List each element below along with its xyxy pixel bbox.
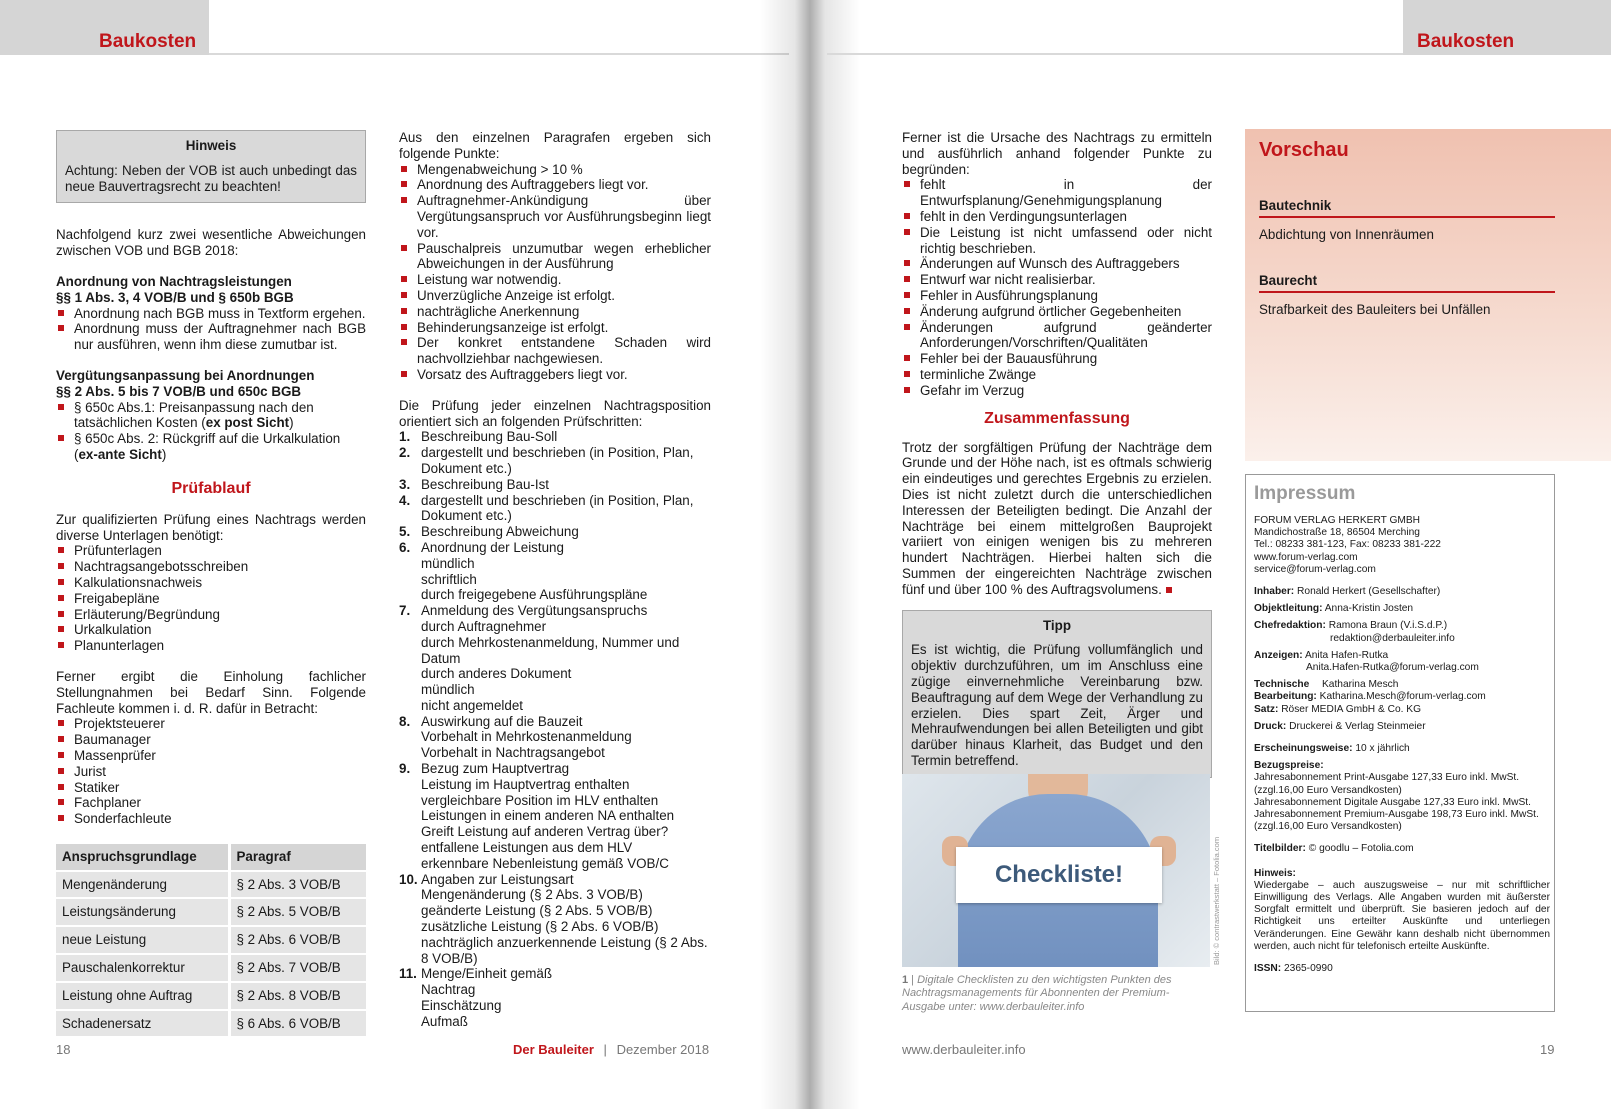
step-number: 1.: [399, 429, 411, 445]
table-cell: § 2 Abs. 6 VOB/B: [231, 927, 367, 953]
step-item: [399, 714, 711, 761]
hinweis-text: Achtung: Neben der VOB ist auch unbedingt das neue Bauvertragsrecht zu beachten!: [65, 162, 357, 194]
step-line: Anordnung der Leistung: [421, 539, 564, 555]
step-line: Leistungen in einem anderen NA enthalten: [421, 808, 675, 824]
impressum-line: Hinweis:: [1254, 867, 1296, 879]
impressum-line: Bearbeitung: Katharina.Mesch@forum-verlag.com: [1254, 691, 1486, 703]
step-item: [399, 872, 711, 967]
vorschau-panel: [1245, 129, 1611, 461]
caption-text: Digitale Checklisten zu den wichtigsten Punkten des Nachtragsmanagements für Abonnenten der Premium-Ausgabe unter: www.derbauleiter.info: [902, 974, 1172, 1013]
list-item: Fehler in Ausführungsplanung: [902, 288, 1212, 304]
list-item: Projektsteuerer: [56, 716, 366, 732]
step-line: Menge/Einheit gemäß: [421, 966, 553, 982]
list-item: Urkalkulation: [56, 622, 366, 638]
impressum-line: (zzgl.16,00 Euro Versandkosten): [1254, 821, 1402, 833]
list-item: Mengenabweichung > 10 %: [399, 162, 711, 178]
vorschau-title: Vorschau: [1259, 139, 1349, 161]
page-number-right: 19: [1540, 1042, 1555, 1057]
step-number: 8.: [399, 713, 411, 729]
table-cell: Mengenänderung: [56, 872, 231, 898]
impressum-line: Tel.: 08233 381-123, Fax: 08233 381-222: [1254, 539, 1441, 551]
pruefablauf-heading: Prüfablauf: [171, 479, 251, 497]
list-item: Anordnung nach BGB muss in Textform ergehen.: [56, 306, 366, 322]
impressum-line: Mandichostraße 18, 86504 Merching: [1254, 527, 1420, 539]
step-item: [399, 540, 711, 603]
tipp-title: Tipp: [1042, 617, 1072, 633]
step-line: Einschätzung: [421, 998, 502, 1014]
hinweis-box: [56, 130, 366, 203]
verguetung-list: [56, 400, 366, 463]
impressum-line: Erscheinungsweise: 10 x jährlich: [1254, 743, 1410, 755]
impressum-line: Chefredaktion: Ramona Braun (V.i.S.d.P.): [1254, 620, 1448, 632]
step-line: mündlich: [421, 682, 475, 698]
step-number: 5.: [399, 524, 411, 540]
impressum-line: Objektleitung: Anna-Kristin Josten: [1254, 603, 1414, 615]
pruefablauf-intro: Zur qualifizierten Prüfung eines Nachtrags werden diverse Unterlagen benötigt:: [56, 511, 366, 543]
table-row: [56, 983, 366, 1009]
impressum-line: Jahresabonnement Premium-Ausgabe 198,73 Euro inkl. MwSt.: [1254, 809, 1539, 821]
impressum-title: Impressum: [1254, 483, 1356, 504]
footer-separator: |: [603, 1042, 607, 1057]
list-item: Auftragnehmer-Ankündigung über Vergütungsanspruch vor Ausführungsbeginn liegt vor.: [399, 193, 711, 240]
step-line: dargestellt und beschrieben (in Position, Plan, Dokument etc.): [421, 445, 694, 476]
step-item: [399, 445, 711, 477]
impressum-line: (zzgl.16,00 Euro Versandkosten): [1254, 784, 1402, 796]
step-line: Nachtrag: [421, 982, 476, 998]
impressum-line: Jahresabonnement Digitale Ausgabe 127,33 Euro inkl. MwSt.: [1254, 796, 1531, 808]
list-item: Pauschalpreis unzumutbar wegen erheblicher Abweichungen in der Ausführung: [399, 241, 711, 273]
list-item: Freigabepläne: [56, 591, 366, 607]
list-item: Erläuterung/Begründung: [56, 607, 366, 623]
impressum-line: Anita.Hafen-Rutka@forum-verlag.com: [1306, 662, 1479, 674]
list-item: Änderungen auf Wunsch des Auftraggebers: [902, 256, 1212, 272]
footer-url: www.derbauleiter.info: [902, 1042, 1026, 1057]
step-number: 4.: [399, 492, 411, 508]
ursache-intro: Ferner ist die Ursache des Nachtrags zu ermitteln und ausführlich anhand folgender Punkte zu begründen:: [902, 130, 1212, 177]
table-header-row: [56, 844, 366, 870]
impressum-line: www.forum-verlag.com: [1254, 551, 1358, 563]
impressum-line: Titelbilder: © goodlu – Fotolia.com: [1254, 843, 1414, 855]
step-number: 9.: [399, 761, 411, 777]
list-item: Änderungen aufgrund geänderter Anforderungen/Vorschriften/Qualitäten: [902, 320, 1212, 352]
ursache-list: [902, 177, 1212, 398]
list-item: Massenprüfer: [56, 748, 366, 764]
step-line: Vorbehalt in Mehrkostenanmeldung: [421, 729, 632, 745]
list-item: nachträgliche Anerkennung: [399, 304, 711, 320]
step-line: durch freigegebene Ausführungspläne: [421, 587, 648, 603]
impressum-line: service@forum-verlag.com: [1254, 563, 1376, 575]
zusammenfassung-text: Trotz der sorgfältigen Prüfung der Nachträge dem Grunde und der Höhe nach, ist es oftmals schwierig ein eindeutiges und gerechtes Ergebnis zu erzielen. Dies ist nicht zuletzt durch die unterschiedlichen Interessen der Beteiligten bedingt. Die Anzahl der Nachträge bei einem mittelgroßen Bauprojekt variiert von einigen wenigen bis zu mehreren hundert Nachträgen. Hierbei halten sich die Summen der eingereichten Nachträge zwischen fünf und über 100 % des Auftragsvolumens.: [902, 439, 1212, 597]
step-item: [399, 524, 711, 540]
checkliste-card: Checkliste!: [956, 847, 1162, 903]
step-item: [399, 477, 711, 493]
list-item: Leistung war notwendig.: [399, 272, 711, 288]
table-row: [56, 899, 366, 925]
list-item: Der konkret entstandene Schaden wird nachvollziehbar nachgewiesen.: [399, 335, 711, 367]
impressum-line: ISSN: 2365-0990: [1254, 963, 1333, 975]
tipp-text: Es ist wichtig, die Prüfung vollumfänglich und objektiv durchzuführen, um im Anschluss eine zügige einvernehmliche Vereinbarung bzw. Beauftragung auf dem Wege der Verhandlung zu erzielen. Dies spart Zeit, Ärger und Mehraufwendungen bei allen Beteiligten und gibt darüber hinaus Klarheit, das Budget und den Termin betreffend.: [911, 642, 1203, 768]
verguetung-heading: Vergütungsanpassung bei Anordnungen: [56, 367, 315, 383]
step-line: erkennbare Nebenleistung gemäß VOB/C: [421, 855, 669, 871]
fachleute-list: [56, 716, 366, 827]
step-line: Anmeldung des Vergütungsanspruchs: [421, 603, 648, 619]
list-item: Änderung aufgrund örtlicher Gegebenheiten: [902, 304, 1212, 320]
photo-credit: Bild: © contrastwerkstatt – Fotolia.com: [1212, 836, 1221, 965]
step-line: geänderte Leistung (§ 2 Abs. 5 VOB/B): [421, 903, 653, 919]
list-item: Behinderungsanzeige ist erfolgt.: [399, 320, 711, 336]
step-item: [399, 761, 711, 872]
vorschau-section-text: Strafbarkeit des Bauleiters bei Unfällen: [1259, 302, 1491, 317]
end-mark-icon: [1166, 587, 1172, 593]
vorschau-section-bautechnik: [1259, 198, 1555, 242]
list-item: Fachplaner: [56, 795, 366, 811]
list-item: Unverzügliche Anzeige ist erfolgt.: [399, 288, 711, 304]
vorschau-section-heading: Baurecht: [1259, 273, 1555, 293]
page-number-left: 18: [56, 1042, 71, 1057]
impressum-line: Bezugspreise:: [1254, 760, 1324, 772]
table-cell: § 2 Abs. 8 VOB/B: [231, 983, 367, 1009]
step-item: [399, 493, 711, 525]
list-item: Jurist: [56, 764, 366, 780]
step-number: 10.: [399, 871, 418, 887]
step-line: durch anderes Dokument: [421, 666, 572, 682]
table-cell: neue Leistung: [56, 927, 231, 953]
step-number: 11.: [399, 966, 417, 982]
vorschau-section-baurecht: [1259, 273, 1555, 317]
punkte-list: [399, 162, 711, 383]
step-line: durch Mehrkostenanmeldung, Nummer und Datum: [421, 634, 680, 666]
step-line: vergleichbare Position im HLV enthalten: [421, 792, 659, 808]
impressum-line: Technische Katharina Mesch: [1254, 679, 1399, 691]
step-line: Auswirkung auf die Bauzeit: [421, 713, 583, 729]
list-item: Baumanager: [56, 732, 366, 748]
step-line: Angaben zur Leistungsart: [421, 871, 574, 887]
list-item: Kalkulationsnachweis: [56, 575, 366, 591]
impressum-body: [1254, 515, 1550, 975]
right-column-1: [902, 130, 1212, 778]
table-cell: Leistung ohne Auftrag: [56, 983, 231, 1009]
impressum-line: Druck: Druckerei & Verlag Steinmeier: [1254, 720, 1426, 732]
list-item: Planunterlagen: [56, 638, 366, 654]
table-cell: Schadenersatz: [56, 1011, 231, 1037]
table-cell: § 2 Abs. 7 VOB/B: [231, 955, 367, 981]
step-line: Bezug zum Hauptvertrag: [421, 761, 570, 777]
step-line: Leistung im Hauptvertrag enthalten: [421, 776, 630, 792]
list-item: Anordnung des Auftraggebers liegt vor.: [399, 177, 711, 193]
step-number: 7.: [399, 603, 411, 619]
pruefschritte-intro: Die Prüfung jeder einzelnen Nachtragsposition orientiert sich an folgenden Prüfschritten:: [399, 397, 711, 429]
list-item: Fehler bei der Bauausführung: [902, 351, 1212, 367]
pruefschritte-list: [399, 429, 711, 1029]
anspruch-table: [56, 842, 366, 1039]
list-item: Nachtragsangebotsschreiben: [56, 559, 366, 575]
table-cell: Pauschalenkorrektur: [56, 955, 231, 981]
table-header-cell: Paragraf: [231, 844, 367, 870]
step-line: Aufmaß: [421, 1013, 468, 1029]
step-line: Beschreibung Bau-Ist: [421, 476, 550, 492]
step-line: zusätzliche Leistung (§ 2 Abs. 6 VOB/B): [421, 919, 659, 935]
table-header-cell: Anspruchsgrundlage: [56, 844, 231, 870]
magazine-name: Der Bauleiter: [513, 1042, 594, 1057]
checkliste-photo: [902, 774, 1210, 967]
step-line: Greift Leistung auf anderen Vertrag über?: [421, 824, 669, 840]
header-rule-left: [209, 53, 789, 55]
left-page: [0, 0, 792, 1109]
step-line: Mengenänderung (§ 2 Abs. 3 VOB/B): [421, 887, 643, 903]
impressum-box: [1245, 474, 1555, 1012]
list-item: Statiker: [56, 780, 366, 796]
table-row: [56, 1011, 366, 1037]
table-row: [56, 872, 366, 898]
step-line: durch Auftragnehmer: [421, 618, 547, 634]
step-line: schriftlich: [421, 571, 477, 587]
list-item: § 650c Abs.1: Preisanpassung nach den tatsächlichen Kosten (ex post Sicht): [56, 400, 366, 432]
step-line: entfallene Leistungen aus dem HLV: [421, 840, 633, 856]
impressum-line: Jahresabonnement Print-Ausgabe 127,33 Euro inkl. MwSt.: [1254, 772, 1520, 784]
step-line: nicht angemeldet: [421, 697, 523, 713]
impressum-line: Anzeigen: Anita Hafen-Rutka: [1254, 649, 1389, 661]
step-number: 6.: [399, 539, 411, 555]
fachleute-intro: Ferner ergibt die Einholung fachlicher Stellungnahmen bei Bedarf Sinn. Folgende Fachleute kommen i. d. R. dafür in Betracht:: [56, 668, 366, 716]
list-item: Gefahr im Verzug: [902, 383, 1212, 399]
list-item: Sonderfachleute: [56, 811, 366, 827]
vorschau-section-heading: Bautechnik: [1259, 198, 1555, 218]
step-item: [399, 966, 711, 1029]
anordnung-list: [56, 306, 366, 353]
list-item: Prüfunterlagen: [56, 543, 366, 559]
header-rule-right: [827, 53, 1409, 55]
punkte-intro: Aus den einzelnen Paragrafen ergeben sich folgende Punkte:: [399, 130, 711, 161]
step-line: Beschreibung Bau-Soll: [421, 429, 558, 445]
anordnung-subheading: §§ 1 Abs. 3, 4 VOB/B und § 650b BGB: [56, 289, 294, 305]
verguetung-subheading: §§ 2 Abs. 5 bis 7 VOB/B und 650c BGB: [56, 383, 302, 399]
step-line: dargestellt und beschrieben (in Position, Plan, Dokument etc.): [421, 492, 694, 524]
table-row: [56, 927, 366, 953]
list-item: terminliche Zwänge: [902, 367, 1212, 383]
caption-number: 1: [902, 974, 909, 986]
table-cell: § 6 Abs. 6 VOB/B: [231, 1011, 367, 1037]
footer-masthead: [513, 1042, 709, 1057]
impressum-hinweis: Wiedergabe – auch auszugsweise – nur mit schriftlicher Einwilligung des Verlags. Alle Angaben wurden mit äußerster Sorgfalt ermittelt und überprüft. Sie basieren jedoch auf der Richtigkeit uns erteilter Auskünfte und unterliegen Veränderungen. Eine Gewähr kann deshalb nicht übernommen werden, auch nicht für telefonisch erteilte Auskünfte.: [1254, 879, 1550, 952]
unterlagen-list: [56, 543, 366, 654]
left-column-1: [56, 130, 366, 1038]
impressum-line: Inhaber: Ronald Herkert (Gesellschafter): [1254, 586, 1441, 598]
list-item: § 650c Abs. 2: Rückgriff auf die Urkalkulation (ex-ante Sicht): [56, 431, 366, 463]
list-item: Die Leistung ist nicht umfassend oder nicht richtig beschrieben.: [902, 225, 1212, 257]
step-line: nachträglich anzuerkennende Leistung (§ 2 Abs. 8 VOB/B): [421, 934, 708, 966]
issue-date: Dezember 2018: [616, 1042, 710, 1057]
list-item: Entwurf war nicht realisierbar.: [902, 272, 1212, 288]
hinweis-title: Hinweis: [185, 138, 237, 153]
table-cell: Leistungsänderung: [56, 899, 231, 925]
list-item: fehlt in der Entwurfsplanung/Genehmigungsplanung: [902, 177, 1212, 209]
step-line: Beschreibung Abweichung: [421, 524, 579, 540]
step-line: Vorbehalt in Nachtragsangebot: [421, 745, 605, 761]
impressum-line: Satz: Röser MEDIA GmbH & Co. KG: [1254, 703, 1422, 715]
vorschau-section-text: Abdichtung von Innenräumen: [1259, 227, 1434, 242]
photo-caption: 1 | Digitale Checklisten zu den wichtigsten Punkten des Nachtragsmanagements für Abonnenten der Premium-Ausgabe unter: www.derbauleiter.info: [902, 974, 1172, 1013]
step-number: 2.: [399, 445, 411, 461]
section-title-right: Baukosten: [1417, 31, 1515, 52]
section-title-left: Baukosten: [99, 31, 197, 52]
impressum-line: FORUM VERLAG HERKERT GMBH: [1254, 515, 1421, 526]
step-number: 3.: [399, 476, 411, 492]
list-item: Anordnung muss der Auftragnehmer nach BGB nur ausführen, wenn ihm diese zumutbar ist.: [56, 321, 366, 353]
impressum-line: redaktion@derbauleiter.info: [1330, 632, 1455, 644]
table-cell: § 2 Abs. 3 VOB/B: [231, 872, 367, 898]
table-row: [56, 955, 366, 981]
zusammenfassung-heading: Zusammenfassung: [984, 409, 1130, 427]
table-cell: § 2 Abs. 5 VOB/B: [231, 899, 367, 925]
anordnung-heading: Anordnung von Nachtragsleistungen: [56, 273, 292, 289]
step-item: [399, 429, 711, 445]
list-item: Vorsatz des Auftraggebers liegt vor.: [399, 367, 711, 383]
left-column-2: [399, 130, 711, 1030]
tipp-box: [902, 610, 1212, 778]
step-line: mündlich: [421, 555, 475, 571]
list-item: fehlt in den Verdingungsunterlagen: [902, 209, 1212, 225]
step-item: [399, 603, 711, 714]
intro-text: Nachfolgend kurz zwei wesentliche Abweichungen zwischen VOB und BGB 2018:: [56, 227, 366, 259]
